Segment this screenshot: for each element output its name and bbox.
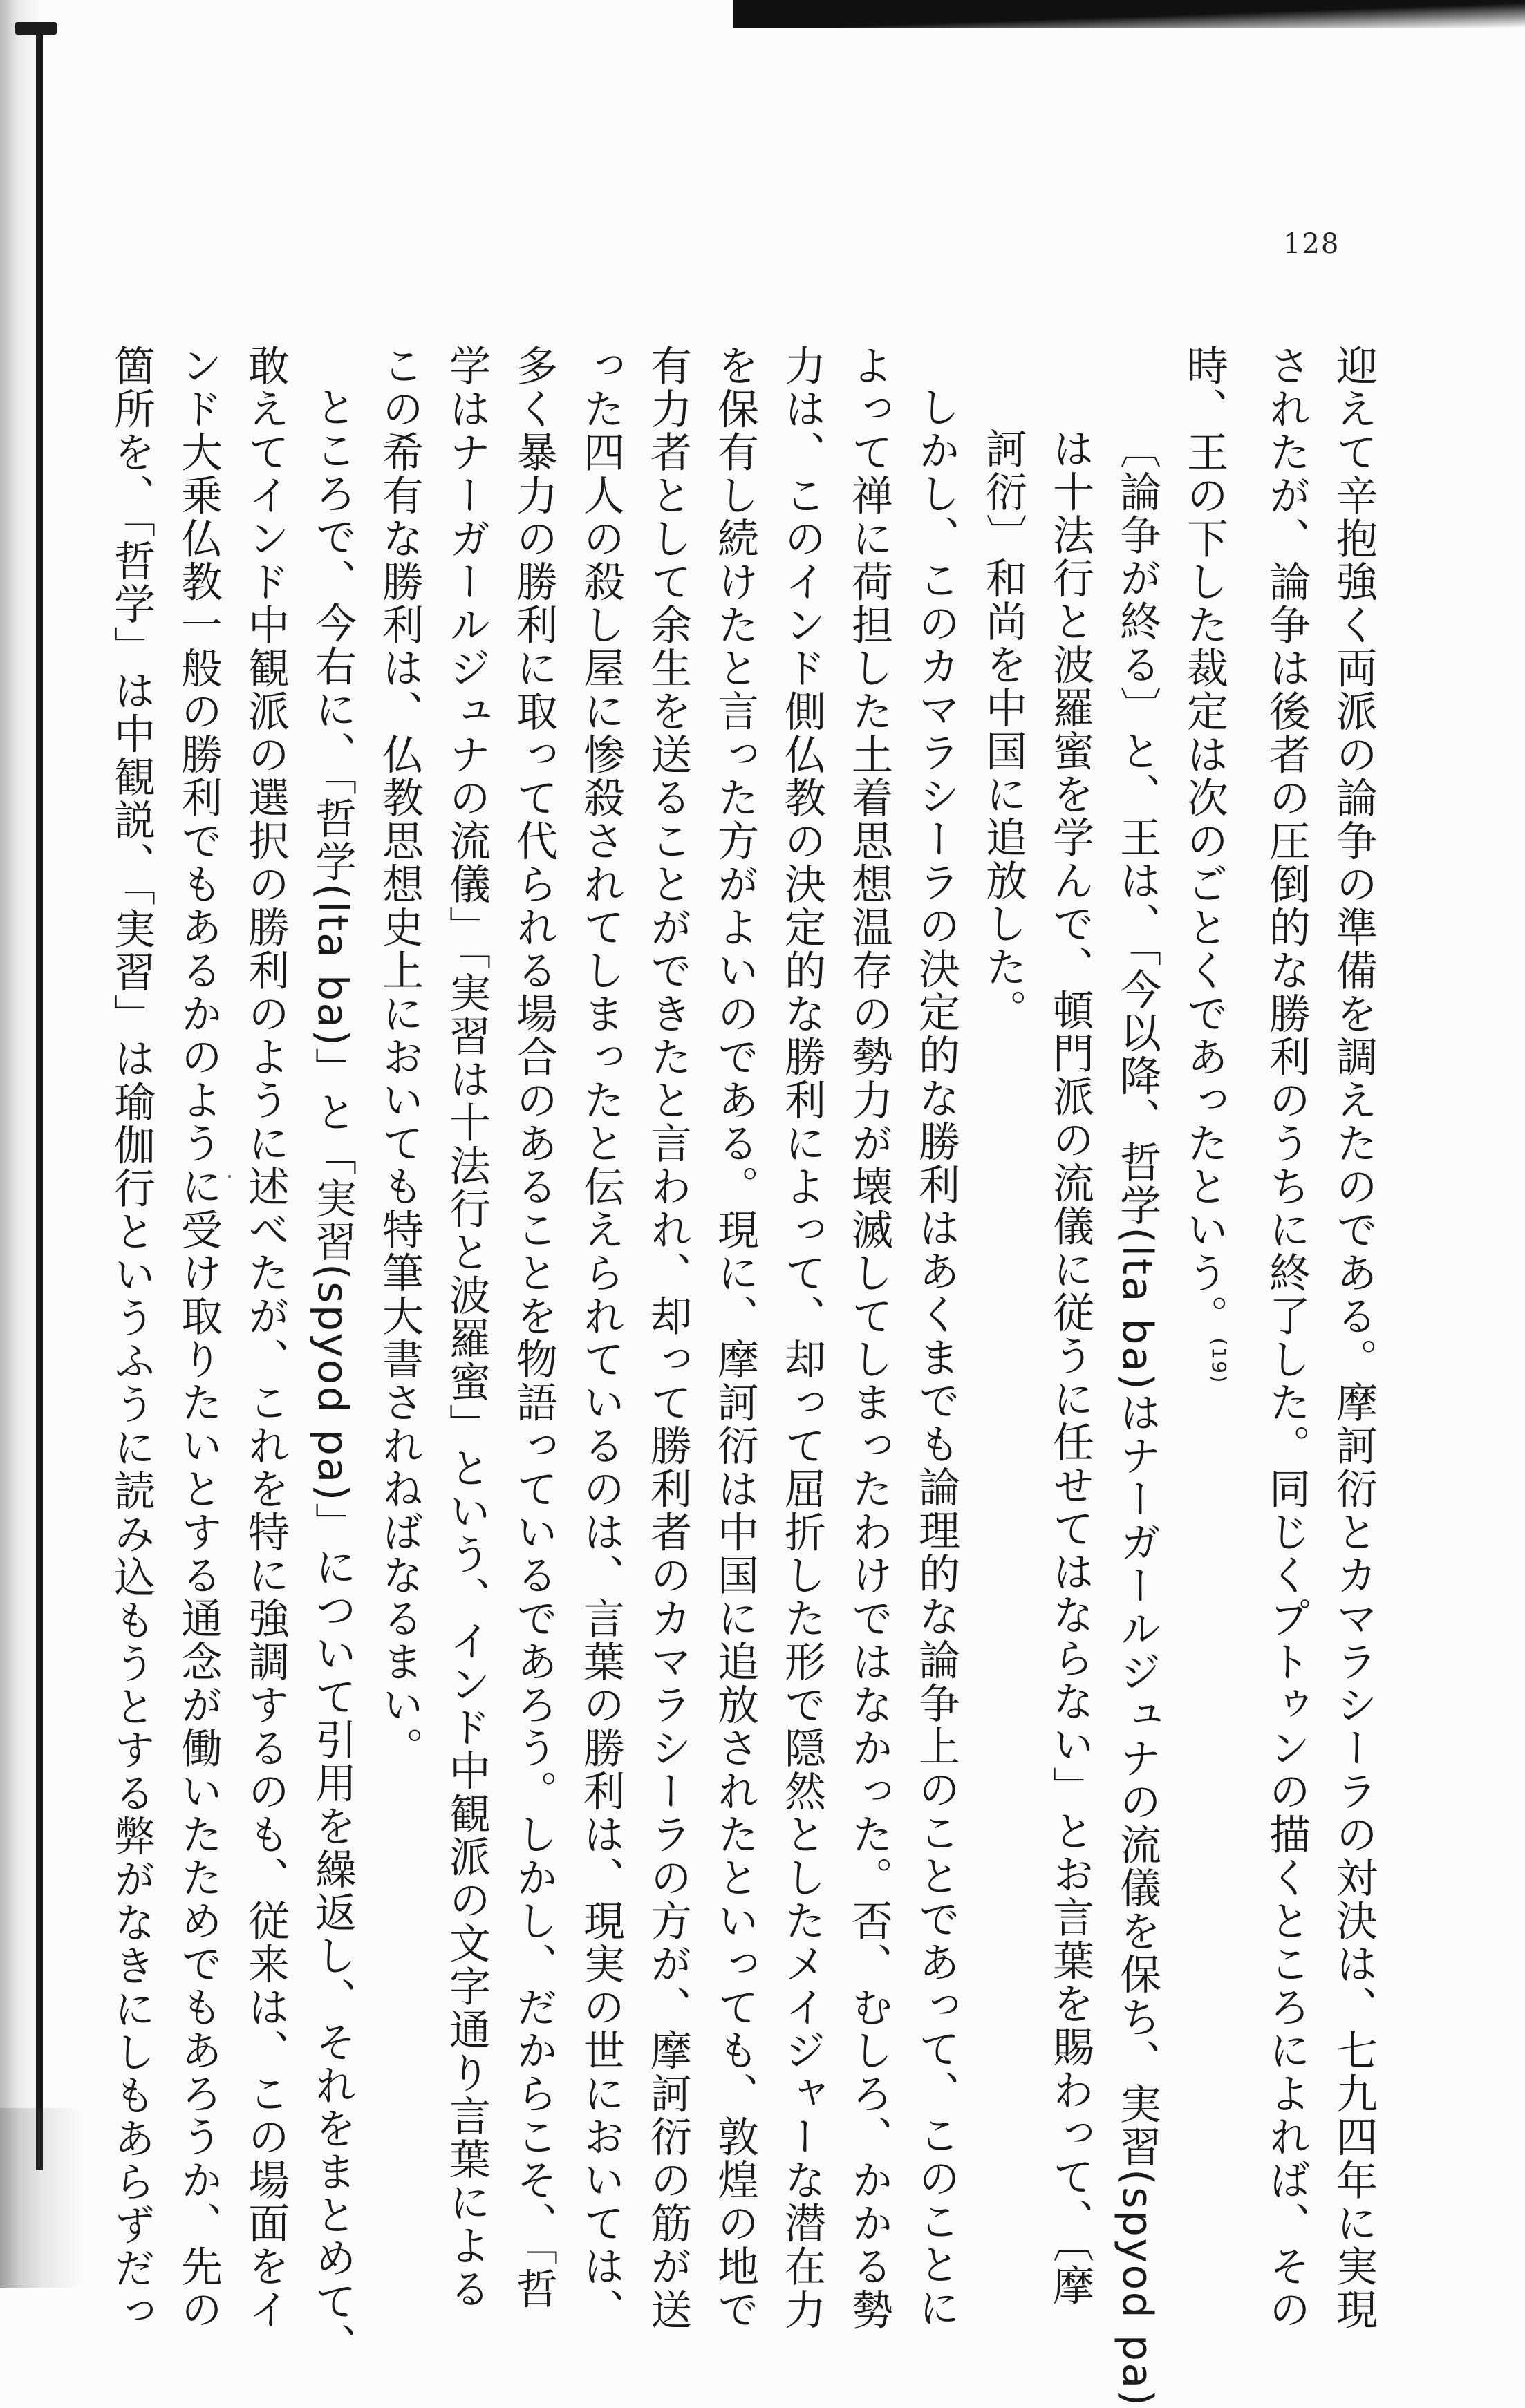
text-line: を保有し続けたと言った方がよいのである。現に、摩訶衍は中国に追放されたといっても、敦煌の地で <box>711 344 759 2331</box>
text-line: った四人の殺し屋に惨殺されてしまったと伝えられているのは、言葉の勝利は、現実の世においては、 <box>577 344 625 2331</box>
text-line: 力は、このインド側仏教の決定的な勝利によって、却って屈折した形で隠然としたメイジャーな潜在力 <box>778 344 826 2331</box>
scan-smudge-corner <box>0 2108 83 2288</box>
text-line: 敢えてインド中観派の選択の勝利のように述べたが、これを特に強調するのも、従来は、この場面をイ <box>241 344 290 2331</box>
footnote-marker: (19) <box>1208 1337 1231 1384</box>
text-line <box>1170 344 1253 2279</box>
quoted-decree-line: は十法行と波羅蜜を学んで、頓門派の流儀に従うに任せてはならない」とお言葉を賜わって、〔摩 <box>1046 427 1094 2307</box>
text-line: よって禅に荷担した土着思想温存の勢力が壊滅してしまったわけではなかった。否、むしろ、かかる勢 <box>845 344 893 2331</box>
scan-speck <box>228 1175 231 1178</box>
quoted-decree-line: 〔論争が終る〕と、王は、「今以降、哲学(lta ba)はナーガールジュナの流儀を保ち、実習(spyod pa) <box>1113 427 1161 2408</box>
scan-top-border <box>733 0 1525 28</box>
text-line: 迎えて辛抱強く両派の論争の準備を調えたのである。摩訶衍とカマラシーラの対決は、七九四年に実現 <box>1329 344 1378 2331</box>
text-line: されたが、論争は後者の圧倒的な勝利のうちに終了した。同じくプトゥンの描くところによれば、その <box>1262 344 1311 2331</box>
text-line: 多く暴力の勝利に取って代られる場合のあることを物語っているであろう。しかし、だからこそ、「哲 <box>509 344 558 2311</box>
text-line-content: 時、王の下した裁定は次のごとくであったという。 <box>1180 344 1228 1338</box>
scan-shadow-left <box>0 0 41 2288</box>
text-line: ンド大乗仏教一般の勝利でもあるかのように受け取りたいとする通念が働いたためでもあろうか、先の <box>174 344 223 2331</box>
text-line: 有力者として余生を送ることができたと言われ、却って勝利者のカマラシーラの方が、摩訶衍の筋が送 <box>644 344 692 2331</box>
text-line: 箇所を、「哲学」は中観説、「実習」は瑜伽行というふうに読み込もうとする弊がなきにしもあらずだっ <box>107 344 156 2333</box>
paragraph-start-line: しかし、このカマラシーラの決定的な勝利はあくまでも論理的な論争上のことであって、このことに <box>912 386 960 2330</box>
quoted-decree-line: 訶衍〕和尚を中国に追放した。 <box>979 427 1027 1032</box>
page-number: 128 <box>1283 228 1340 260</box>
body-text-block <box>97 344 1387 2408</box>
text-line: この希有な勝利は、仏教思想史上においても特筆大書されねばなるまい。 <box>375 344 424 1770</box>
paragraph-start-line: ところで、今右に、「哲学(lta ba)」と「実習(spyod pa)」について引用を繰返し、それをまとめて、 <box>308 386 357 2367</box>
text-line: 学はナーガールジュナの流儀」「実習は十法行と波羅蜜」という、インド中観派の文字通り言葉による <box>442 344 491 2311</box>
binding-edge-line <box>36 28 43 2170</box>
